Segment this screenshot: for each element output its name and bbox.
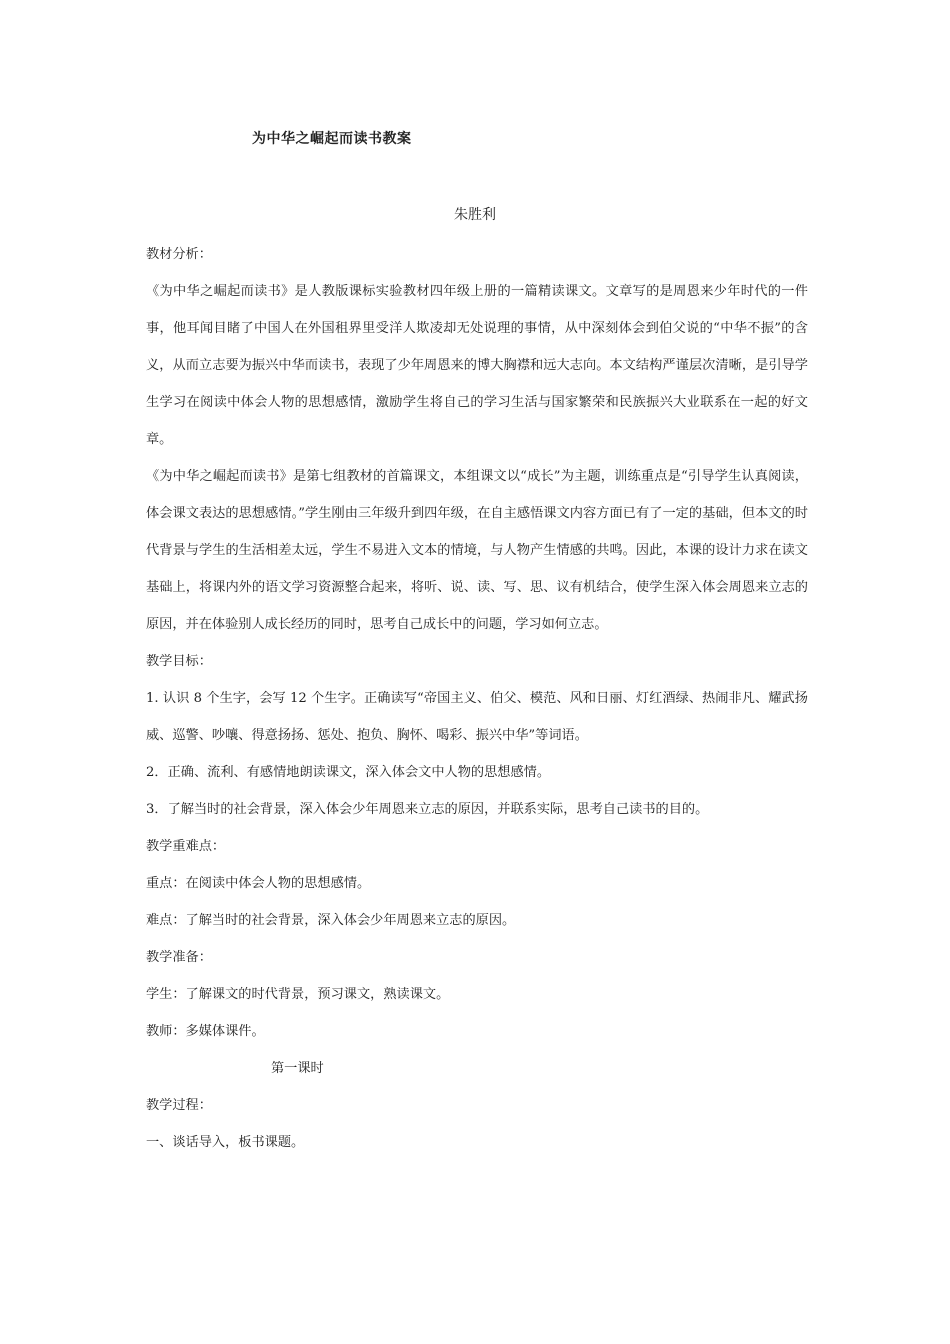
document-body [146, 236, 808, 1161]
difficult-point: 难点：了解当时的社会背景，深入体会少年周恩来立志的原因。 [146, 913, 516, 928]
preparation-students: 学生：了解课文的时代背景，预习课文，熟读课文。 [146, 987, 450, 1002]
goal-item-2: 2．正确、流利、有感情地朗读课文，深入体会文中人物的思想感情。 [146, 765, 551, 780]
paragraph-material-analysis-1: 《为中华之崛起而读书》是人教版课标实验教材四年级上册的一篇精读课文。文章写的是周恩来少年时代的一件事，他耳闻目睹了中国人在外国租界里受洋人欺凌却无处说理的事情，从中深刻体会到伯父说的“中华不振”的含义，从而立志要为振兴中华而读书，表现了少年周恩来的博大胸襟和远大志向。本文结构严谨层次清晰，是引导学生学习在阅读中体会人物的思想感情，激励学生将自己的学习生活与国家繁荣和民族振兴大业联系在一起的好文章。 [146, 284, 808, 447]
section-heading-teaching-goals: 教学目标： [146, 654, 212, 669]
section-heading-key-points: 教学重难点： [146, 839, 226, 854]
section-heading-preparation: 教学准备： [146, 950, 212, 965]
preparation-teacher: 教师：多媒体课件。 [146, 1024, 265, 1039]
document-title: 为中华之崛起而读书教案 [252, 131, 412, 147]
document-author: 朱胜利 [454, 207, 496, 223]
process-step-1: 一、谈话导入，板书课题。 [146, 1135, 305, 1150]
paragraph-material-analysis-2: 《为中华之崛起而读书》是第七组教材的首篇课文，本组课文以“成长”为主题，训练重点是“引导学生认真阅读，体会课文表达的思想感情。”学生刚由三年级升到四年级，在自主感悟课文内容方面已有了一定的基础，但本文的时代背景与学生的生活相差太远，学生不易进入文本的情境，与人物产生情感的共鸣。因此，本课的设计力求在读文基础上，将课内外的语文学习资源整合起来，将听、说、读、写、思、议有机结合，使学生深入体会周恩来立志的原因，并在体验别人成长经历的同时，思考自己成长中的问题，学习如何立志。 [146, 469, 808, 632]
goal-item-1: 1. 认识 8 个生字，会写 12 个生字。正确读写“帝国主义、伯父、模范、风和日丽、灯红酒绿、热闹非凡、耀武扬威、巡警、吵嚷、得意扬扬、惩处、抱负、胸怀、喝彩、振兴中华”等词语。 [146, 691, 808, 743]
key-point: 重点：在阅读中体会人物的思想感情。 [146, 876, 371, 891]
section-heading-teaching-process: 教学过程： [146, 1098, 212, 1113]
section-heading-material-analysis: 教材分析： [146, 247, 212, 262]
goal-item-3: 3．了解当时的社会背景，深入体会少年周恩来立志的原因，并联系实际，思考自己读书的目的。 [146, 802, 709, 817]
lesson-heading-first-period: 第一课时 [271, 1061, 324, 1076]
